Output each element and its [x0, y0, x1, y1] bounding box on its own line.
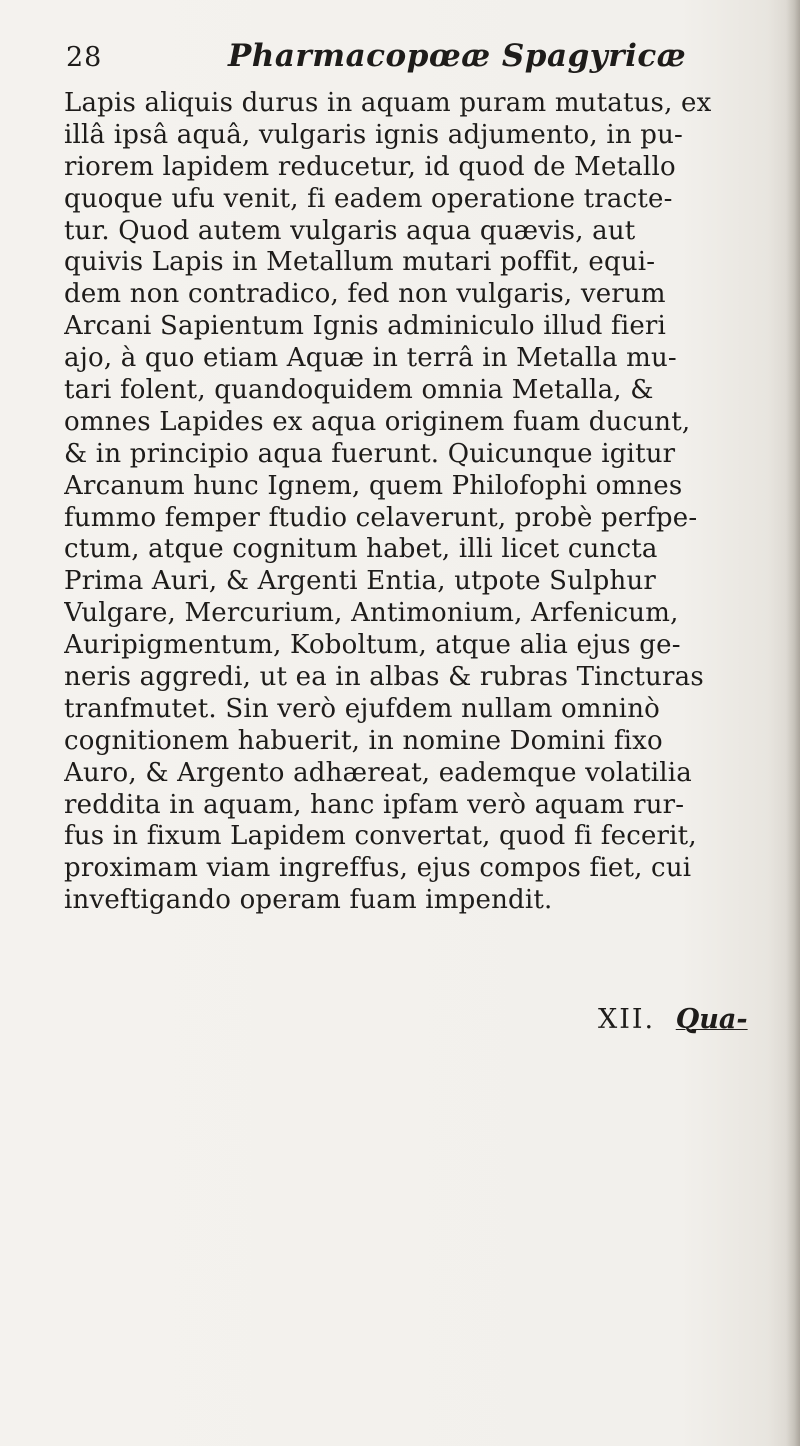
text-line: & in principio aqua fuerunt. Quicunque igitur — [64, 438, 676, 469]
page-number: 28 — [66, 42, 103, 73]
text-line: illâ ipsâ aquâ, vulgaris ignis adjumento, in pu- — [64, 119, 684, 150]
text-line: quoque ufu venit, fi eadem operatione tracte- — [64, 183, 673, 214]
text-line: Auripigmentum, Koboltum, atque alia ejus ge- — [64, 630, 681, 661]
text-line: Lapis aliquis durus in aquam puram mutatus, ex — [64, 88, 712, 118]
body-text — [64, 88, 784, 917]
text-line: neris aggredi, ut ea in albas & rubras Tincturas — [64, 662, 704, 693]
signature-mark: XII. — [598, 1004, 656, 1035]
text-line: tranfmutet. Sin verò ejufdem nullam omninò — [64, 693, 660, 724]
text-line: cognitionem habuerit, in nomine Domini fixo — [64, 725, 663, 756]
text-line: reddita in aquam, hanc ipfam verò aquam rur- — [64, 789, 685, 820]
text-line: omnes Lapides ex aqua originem fuam ducunt, — [64, 406, 691, 437]
text-line: riorem lapidem reducetur, id quod de Metallo — [64, 151, 676, 182]
text-line: ctum, atque cognitum habet, illi licet cuncta — [64, 534, 658, 565]
catchword: Qua- — [675, 1004, 748, 1035]
text-line: dem non contradico, fed non vulgaris, verum — [64, 279, 666, 310]
text-line: Auro, & Argento adhæreat, eademque volatilia — [64, 757, 692, 788]
text-line: Arcani Sapientum Ignis adminiculo illud fieri — [64, 311, 667, 342]
text-line: fummo femper ftudio celaverunt, probè perfpe- — [64, 502, 698, 533]
page-footer — [598, 1004, 748, 1035]
text-line: fus in fixum Lapidem convertat, quod fi fecerit, — [64, 821, 697, 852]
text-line: tari folent, quandoquidem omnia Metalla, & — [64, 375, 654, 406]
running-title: Pharmacopœæ Spagyricæ — [228, 38, 687, 74]
text-line: tur. Quod autem vulgaris aqua quævis, aut — [64, 215, 636, 246]
page-edge-shadow — [786, 0, 800, 1446]
text-line: Arcanum hunc Ignem, quem Philofophi omnes — [64, 470, 683, 501]
text-line: quivis Lapis in Metallum mutari poffit, equi- — [64, 247, 656, 278]
text-line: Vulgare, Mercurium, Antimonium, Arfenicum, — [64, 598, 679, 629]
text-line: inveftigando operam fuam impendit. — [64, 885, 553, 916]
text-line: Prima Auri, & Argenti Entia, utpote Sulphur — [64, 566, 657, 597]
text-line: ajo, à quo etiam Aquæ in terrâ in Metalla mu- — [64, 343, 677, 374]
page-header — [66, 38, 766, 88]
text-line: proximam viam ingreffus, ejus compos fiet, cui — [64, 853, 692, 884]
